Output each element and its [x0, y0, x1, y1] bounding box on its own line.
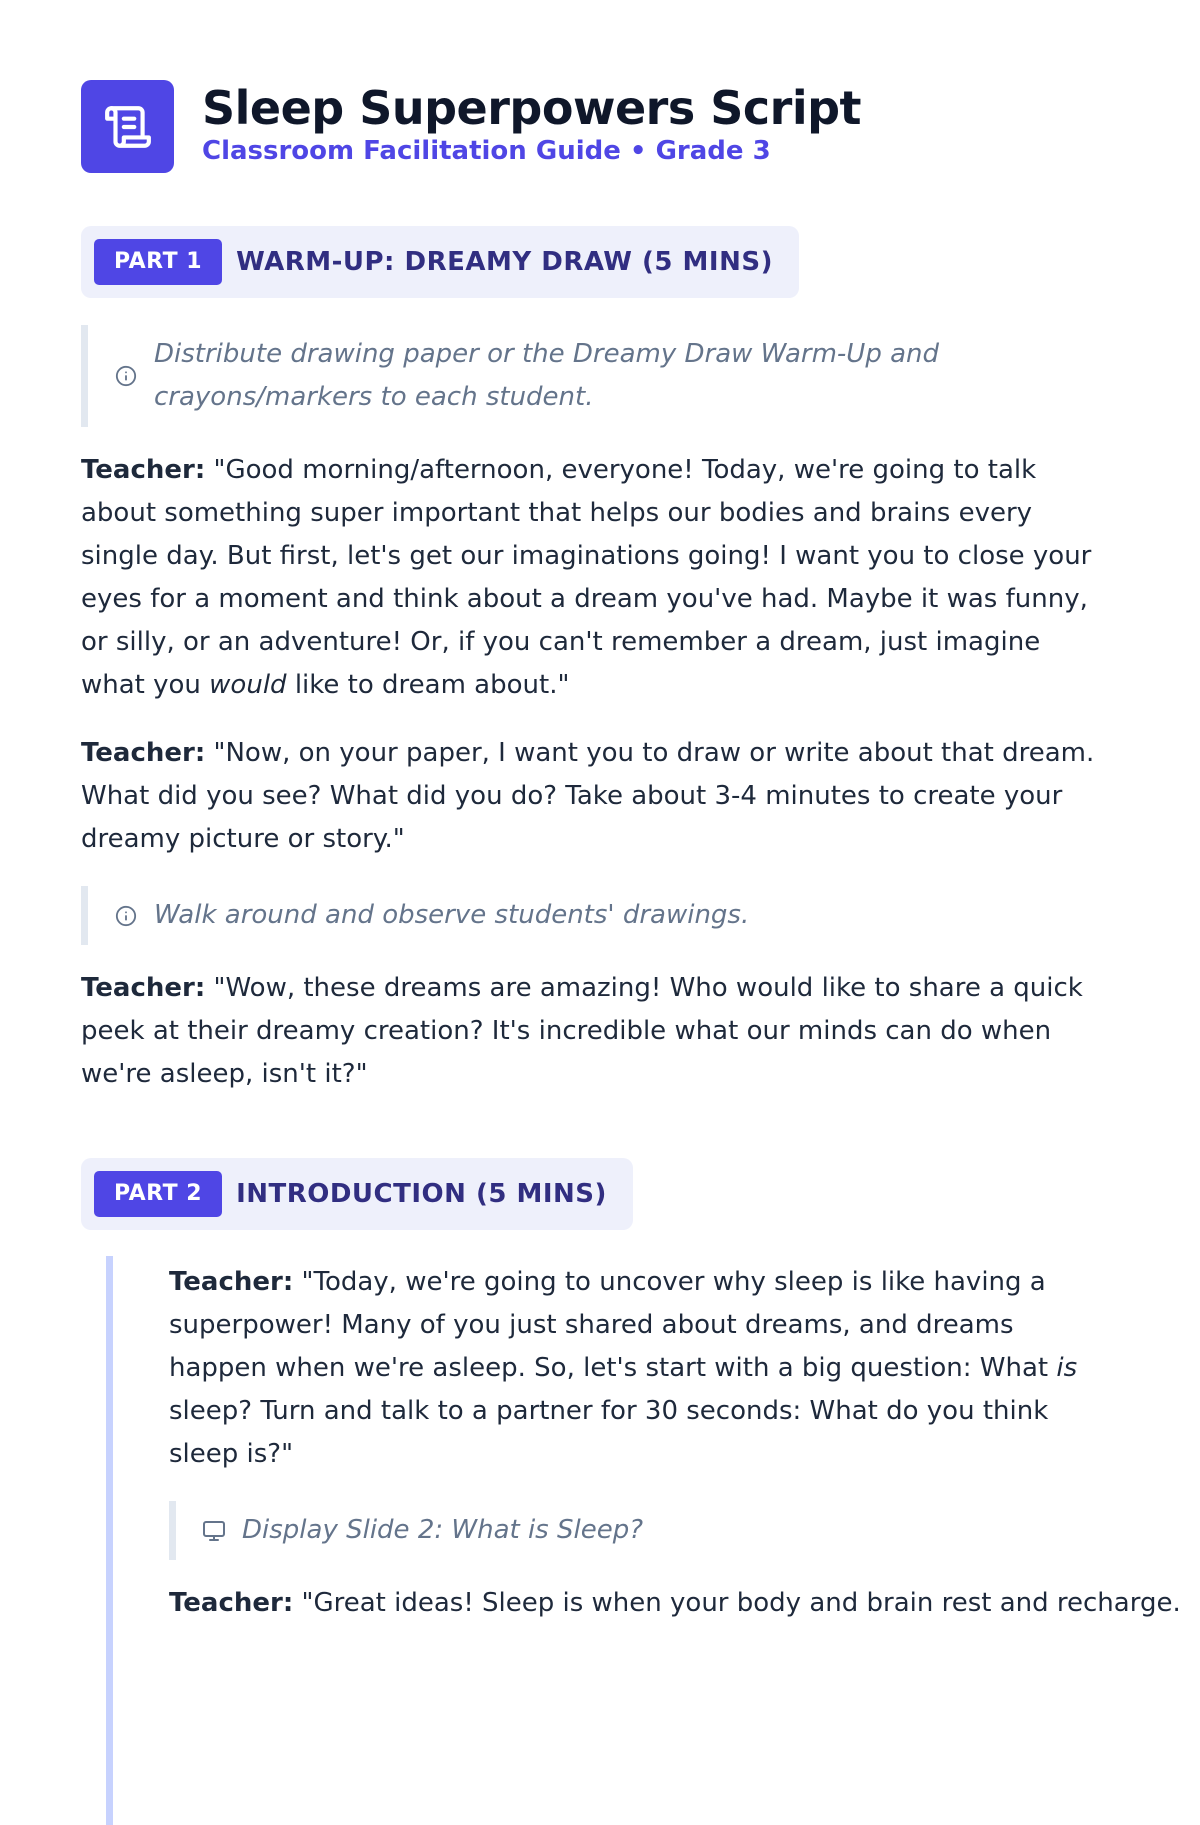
facilitator-note	[81, 325, 1110, 427]
page-title: Sleep Superpowers Script	[202, 81, 861, 135]
line-text: "Now, on your paper, I want you to draw or write about that dream. What did you see? What did you do? Take about 3-4 minutes to create your dreamy picture or story."	[81, 738, 1095, 854]
part-1-header	[81, 226, 799, 298]
part-badge: PART 2	[94, 1171, 222, 1217]
info-icon	[114, 904, 138, 928]
line-text: like to dream about."	[286, 670, 570, 700]
emphasis-text: is	[1056, 1353, 1078, 1383]
facilitator-note	[81, 886, 1110, 945]
teacher-line	[81, 967, 1110, 1096]
note-text: Distribute drawing paper or the Dreamy Draw Warm-Up and crayons/markers to each student.	[154, 339, 940, 412]
monitor-icon	[202, 1519, 226, 1543]
speaker-label: Teacher:	[81, 973, 206, 1003]
speaker-label: Teacher:	[169, 1267, 294, 1297]
speaker-label: Teacher:	[81, 738, 206, 768]
speaker-label: Teacher:	[81, 455, 206, 485]
line-text: "Good morning/afternoon, everyone! Today, we're going to talk about something super important that helps our bodies and brains every single day. But first, let's get our imaginations going! I want you to close your eyes for a moment and think about a dream you've had. Maybe it was funny, or silly, or an adventure! Or, if you can't remember a dream, just imagine what you	[81, 455, 1092, 700]
part-title: WARM-UP: DREAMY DRAW (5 MINS)	[236, 247, 773, 277]
teacher-line	[81, 449, 1110, 707]
line-text: sleep? Turn and talk to a partner for 30 seconds: What do you think sleep is?"	[169, 1396, 1049, 1469]
part-2-body	[106, 1256, 1181, 1825]
line-text: "Great ideas! Sleep is when your body and brain rest and recharge.	[293, 1588, 1181, 1618]
line-text: "Wow, these dreams are amazing! Who would like to share a quick peek at their dreamy creation? It's incredible what our minds can do when we're asleep, isn't it?"	[81, 973, 1083, 1089]
part-title: INTRODUCTION (5 MINS)	[236, 1179, 607, 1209]
page-subtitle: Classroom Facilitation Guide • Grade 3	[202, 136, 771, 166]
part-badge: PART 1	[94, 239, 222, 285]
note-text: Display Slide 2: What is Sleep?	[242, 1515, 644, 1545]
speaker-label: Teacher:	[169, 1588, 294, 1618]
note-text: Walk around and observe students' drawings.	[154, 900, 750, 930]
teacher-line	[81, 732, 1110, 861]
part-2-header	[81, 1158, 633, 1230]
teacher-line	[169, 1582, 1181, 1625]
scroll-icon	[81, 80, 174, 173]
info-icon	[114, 364, 138, 388]
facilitator-note	[169, 1501, 1110, 1560]
emphasis-text: would	[209, 670, 287, 700]
line-text: "Today, we're going to uncover why sleep is like having a superpower! Many of you just shared about dreams, and dreams happen when we're asleep. So, let's start with a big question: What	[169, 1267, 1057, 1383]
teacher-line	[169, 1256, 1110, 1476]
page-header	[81, 80, 1110, 174]
